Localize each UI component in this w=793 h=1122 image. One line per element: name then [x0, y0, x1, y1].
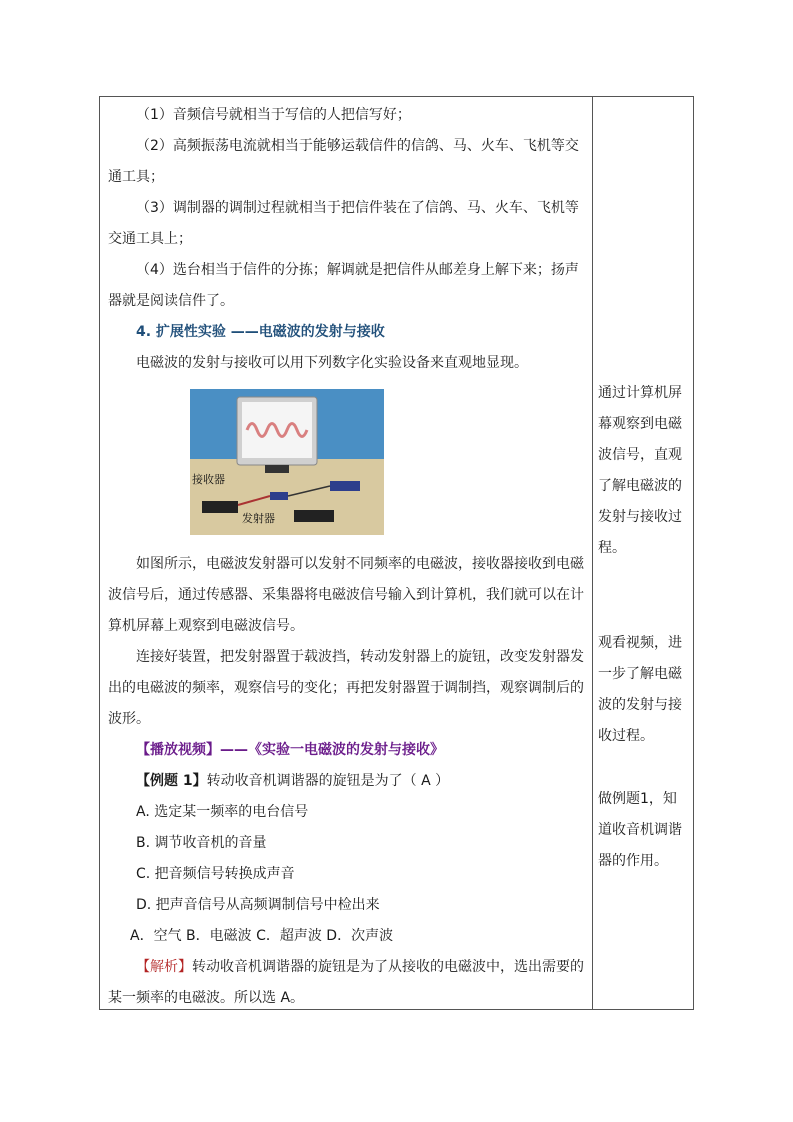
- example-question: 转动收音机调谐器的旋钮是为了（ A ）: [206, 773, 450, 789]
- paragraph-2: （2）高频振荡电流就相当于能够运载信件的信鸽、马、火车、飞机等交通工具；: [108, 138, 579, 185]
- sensor-device: [270, 492, 288, 500]
- intro-text: 电磁波的发射与接收可以用下列数字化实验设备来直观地显现。: [136, 355, 528, 371]
- transmitter-device: [294, 510, 334, 522]
- transmitter-label: 发射器: [242, 512, 275, 525]
- example-label: 【例题 1】: [136, 773, 207, 789]
- option-c: C. 把音频信号转换成声音: [136, 866, 295, 882]
- description-2: 连接好装置，把发射器置于载波挡，转动发射器上的旋钮，改变发射器发出的电磁波的频率，观察信号的变化；再把发射器置于调制挡，观察调制后的波形。: [108, 649, 584, 727]
- monitor-stand: [265, 465, 289, 473]
- paragraph-4: （4）选台相当于信件的分拣；解调就是把信件从邮差身上解下来；扬声器就是阅读信件了。: [108, 262, 579, 309]
- sidebar-note-1: 通过计算机屏幕观察到电磁波信号，直观了解电磁波的发射与接收过程。: [598, 385, 682, 556]
- analysis-label: 【解析】: [136, 959, 192, 975]
- paragraph-1: （1）音频信号就相当于写信的人把信写好；: [136, 107, 411, 123]
- extra-options: A．空气 B．电磁波 C．超声波 D．次声波: [130, 928, 394, 944]
- analysis-paragraph: [108, 952, 588, 1014]
- example-line: [108, 766, 588, 797]
- receiver-device: [202, 501, 238, 513]
- main-column: [108, 100, 588, 1014]
- video-label: 【播放视频】: [136, 742, 220, 758]
- section-heading: 4. 扩展性实验 ——电磁波的发射与接收: [136, 324, 385, 340]
- video-title: ——《实验一电磁波的发射与接收》: [220, 742, 444, 758]
- paragraph-3: （3）调制器的调制过程就相当于把信件装在了信鸽、马、火车、飞机等交通工具上；: [108, 200, 579, 247]
- sidebar-note-3: 做例题1，知道收音机调谐器的作用。: [598, 791, 682, 869]
- option-d: D. 把声音信号从高频调制信号中检出来: [136, 897, 380, 913]
- column-divider: [592, 96, 593, 1010]
- sidebar-note-2: 观看视频，进一步了解电磁波的发射与接收过程。: [598, 635, 682, 744]
- analysis-text: 转动收音机调谐器的旋钮是为了从接收的电磁波中，选出需要的某一频率的电磁波。所以选 A。: [108, 959, 584, 1006]
- description-1: 如图所示，电磁波发射器可以发射不同频率的电磁波，接收器接收到电磁波信号后，通过传感器、采集器将电磁波信号输入到计算机，我们就可以在计算机屏幕上观察到电磁波信号。: [108, 556, 584, 634]
- video-line: [108, 735, 588, 766]
- experiment-figure: [190, 389, 384, 535]
- option-a: A. 选定某一频率的电台信号: [136, 804, 309, 820]
- collector-device: [330, 481, 360, 491]
- option-b: B. 调节收音机的音量: [136, 835, 267, 851]
- receiver-label: 接收器: [192, 473, 225, 486]
